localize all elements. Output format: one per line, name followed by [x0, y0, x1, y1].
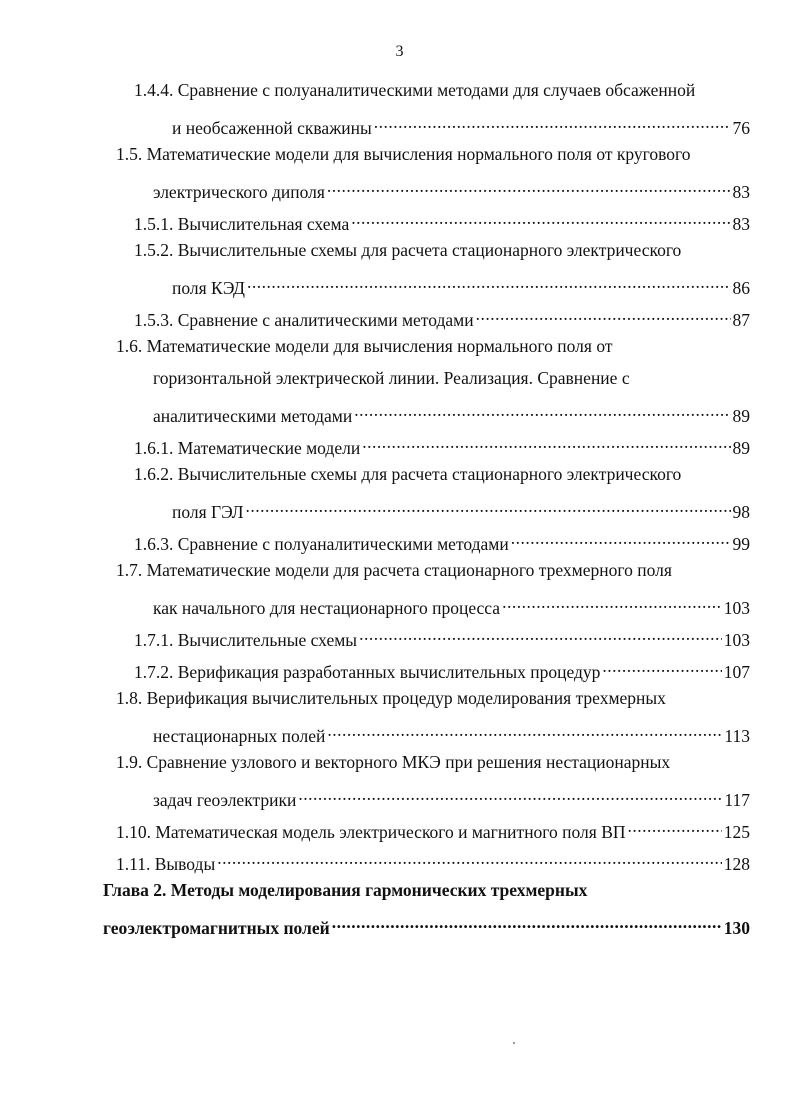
dot-leader: [628, 814, 722, 838]
dot-leader: [502, 590, 722, 614]
toc-entry-text: 1.6.3. Сравнение с полуаналитическими методами: [134, 534, 509, 554]
toc-entry-1-5-3: [134, 302, 750, 330]
toc-entry-text: 1.5.3. Сравнение с аналитическими методами: [134, 310, 474, 330]
toc-page-number: 117: [724, 790, 750, 810]
toc-page-number: 128: [723, 854, 750, 874]
toc-entry-text: 1.5.2. Вычислительные схемы для расчета стационарного электрического: [134, 240, 682, 260]
toc-entry-text: 1.7.2. Верификация разработанных вычислительных процедур: [134, 662, 601, 682]
toc-entry-1-5-2-cont: [172, 270, 750, 298]
dot-leader: [245, 494, 730, 518]
toc-page-number: 83: [732, 182, 750, 202]
toc-entry-text: как начального для нестационарного процесса: [153, 598, 501, 618]
toc-entry-text: 1.7.1. Вычислительные схемы: [134, 630, 358, 650]
toc-page-number: 130: [723, 918, 750, 938]
scan-speck: [513, 1042, 515, 1044]
toc-entry-text: аналитическими методами: [153, 406, 353, 426]
dot-leader: [327, 174, 731, 198]
toc-entry-1-6-2: [134, 462, 681, 486]
toc-chapter-text: Глава 2. Методы моделирования гармонических трехмерных: [103, 880, 588, 900]
toc-entry-text: 1.6. Математические модели для вычисления нормального поля от: [116, 336, 613, 356]
toc-entry-1-7-cont: [153, 590, 750, 618]
toc-entry-1-7-1: [134, 622, 750, 650]
dot-leader: [359, 622, 722, 646]
toc-entry-1-6-2-cont: [172, 494, 750, 522]
toc-page-number: 107: [723, 662, 750, 682]
toc-page-number: 103: [723, 630, 750, 650]
toc-entry-1-7: [116, 558, 672, 582]
dot-leader: [602, 654, 721, 678]
toc-page-number: 76: [732, 118, 750, 138]
toc-entry-text: 1.6.2. Вычислительные схемы для расчета стационарного электрического: [134, 464, 682, 484]
dot-leader: [327, 718, 722, 742]
toc-page-number: 99: [732, 534, 750, 554]
toc-entry-text: нестационарных полей: [153, 726, 326, 746]
dot-leader: [362, 430, 730, 454]
toc-entry-text: задач геоэлектрики: [153, 790, 297, 810]
dot-leader: [247, 270, 731, 294]
toc-entry-text: 1.9. Сравнение узлового и векторного МКЭ при решения нестационарных: [116, 752, 671, 772]
toc-entry-1-6-cont2: [153, 398, 750, 426]
toc-entry-text: 1.5. Математические модели для вычисления нормального поля от кругового: [116, 144, 691, 164]
toc-page-number: 98: [732, 502, 750, 522]
page-number: 3: [395, 43, 404, 60]
toc-entry-text: поля ГЭЛ: [172, 502, 244, 522]
toc-entry-text: электрического диполя: [153, 182, 325, 202]
toc-entry-text: 1.6.1. Математические модели: [134, 438, 361, 458]
toc-entry-1-6-cont: [153, 366, 630, 390]
toc-entry-1-8: [116, 686, 666, 710]
toc-entry-1-9-cont: [153, 782, 750, 810]
dot-leader: [511, 526, 731, 550]
toc-entry-1-5-cont: [153, 174, 750, 202]
toc-page-number: 83: [732, 214, 750, 234]
toc-entry-text: 1.8. Верификация вычислительных процедур моделирования трехмерных: [116, 688, 666, 708]
dot-leader: [217, 846, 722, 870]
toc-entry-1-6: [116, 334, 613, 358]
toc-entry-1-6-1: [134, 430, 750, 458]
toc-entry-1-9: [116, 750, 670, 774]
toc-entry-1-11: [116, 846, 750, 874]
toc-entry-1-5-2: [134, 238, 681, 262]
toc-page-number: 125: [723, 822, 750, 842]
dot-leader: [374, 110, 731, 134]
toc-entry-text: поля КЭД: [172, 278, 245, 298]
toc-entry-1-4-4: [134, 78, 695, 102]
toc-entry-1-5: [116, 142, 691, 166]
toc-entry-text: горизонтальной электрической линии. Реализация. Сравнение с: [153, 368, 630, 388]
toc-entry-1-4-4-cont: [172, 110, 750, 138]
toc-page-number: 89: [732, 406, 750, 426]
toc-page-number: 86: [732, 278, 750, 298]
dot-leader: [298, 782, 722, 806]
toc-entry-1-6-3: [134, 526, 750, 554]
toc-entry-text: 1.11. Выводы: [116, 854, 216, 874]
toc-chapter-text: геоэлектромагнитных полей: [103, 918, 330, 938]
toc-entry-text: 1.5.1. Вычислительная схема: [134, 214, 350, 234]
toc-entry-text: и необсаженной скважины: [172, 118, 372, 138]
dot-leader: [351, 206, 730, 230]
toc-entry-1-8-cont: [153, 718, 750, 746]
toc-entry-text: 1.4.4. Сравнение с полуаналитическими методами для случаев обсаженной: [134, 80, 696, 100]
toc-chapter-2-cont: [103, 910, 750, 938]
toc-page-number: 113: [724, 726, 750, 746]
toc-entry-1-7-2: [134, 654, 750, 682]
toc-entry-1-5-1: [134, 206, 750, 234]
dot-leader: [332, 910, 722, 934]
toc-page-number: 103: [723, 598, 750, 618]
toc-chapter-2: [103, 878, 587, 902]
toc-page-number: 89: [732, 438, 750, 458]
dot-leader: [354, 398, 730, 422]
dot-leader: [476, 302, 731, 326]
toc-page-number: 87: [732, 310, 750, 330]
toc-entry-text: 1.10. Математическая модель электрического и магнитного поля ВП: [116, 822, 626, 842]
toc-entry-1-10: [116, 814, 750, 842]
toc-entry-text: 1.7. Математические модели для расчета стационарного трехмерного поля: [116, 560, 672, 580]
